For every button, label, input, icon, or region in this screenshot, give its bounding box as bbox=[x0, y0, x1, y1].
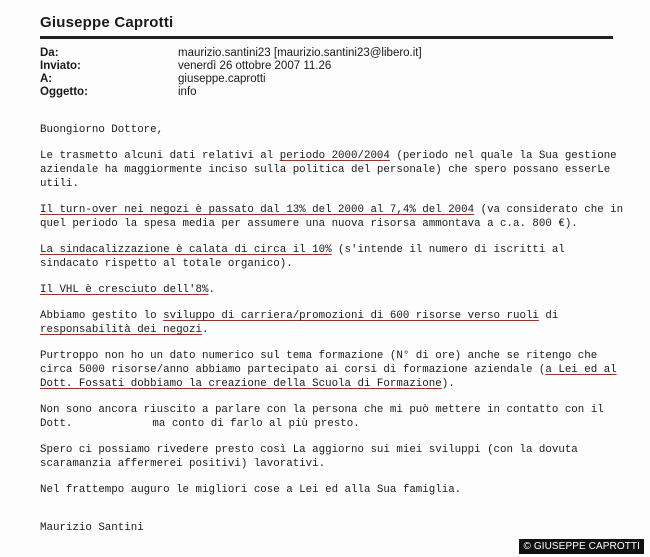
text: utili. bbox=[40, 178, 79, 190]
meta-sent bbox=[40, 60, 422, 73]
meta-subject bbox=[40, 86, 422, 99]
meta-label: Da: bbox=[40, 47, 59, 59]
meta-label: A: bbox=[40, 73, 53, 85]
paragraph-career bbox=[40, 309, 620, 337]
text: ). bbox=[441, 378, 455, 390]
meta-label: Oggetto: bbox=[40, 86, 88, 98]
text: Non sono ancora riuscito a parlare con la persona che mi può mettere in contatto con il bbox=[40, 404, 604, 416]
highlight-underline: Dott. Fossati dobbiamo la creazione della Scuola di Formazione bbox=[40, 378, 442, 390]
text: Le trasmetto alcuni dati relativi al bbox=[40, 150, 280, 162]
email-meta bbox=[40, 47, 422, 99]
highlight-underline: Il turn-over nei negozi è passato dal 13% del 2000 al 7,4% del 2004 bbox=[40, 204, 475, 216]
highlight-underline: responsabilità dei negozi bbox=[40, 324, 202, 336]
meta-value: maurizio.santini23 [maurizio.santini23@libero.it] bbox=[178, 47, 422, 59]
text: quel periodo la spesa media per assumere una nuova risorsa ammontava a c.a. 800 €). bbox=[40, 218, 578, 230]
text: Purtroppo non ho un dato numerico sul tema formazione (N° di ore) anche se ritengo che bbox=[40, 350, 598, 362]
greeting: Buongiorno Dottore, bbox=[40, 124, 164, 136]
highlight-underline: periodo 2000/2004 bbox=[279, 150, 390, 162]
highlight-underline: a Lei ed al bbox=[545, 364, 617, 376]
text: scaramanzia affermerei positivi) lavorativi. bbox=[40, 458, 326, 470]
meta-value: venerdì 26 ottobre 2007 11.26 bbox=[178, 60, 332, 72]
email-body bbox=[40, 123, 624, 535]
paragraph-contact bbox=[40, 403, 620, 431]
meta-label: Inviato: bbox=[40, 60, 81, 72]
sender-name: Giuseppe Caprotti bbox=[40, 14, 174, 31]
signature: Maurizio Santini bbox=[40, 522, 144, 534]
paragraph-period bbox=[40, 149, 620, 191]
text: aziendale ha maggiormente inciso sulla politica del personale) che spero possano esserLe bbox=[40, 164, 611, 176]
meta-value: giuseppe.caprotti bbox=[178, 73, 266, 85]
copyright-watermark: © GIUSEPPE CAPROTTI bbox=[519, 539, 644, 554]
closing: Nel frattempo auguro le migliori cose a Lei ed alla Sua famiglia. bbox=[40, 484, 462, 496]
paragraph-turnover bbox=[40, 203, 624, 231]
header-divider bbox=[40, 36, 613, 39]
meta-from bbox=[40, 47, 422, 60]
text: circa 5000 risorse/anno abbiamo partecipato ai corsi di formazione aziendale ( bbox=[40, 364, 546, 376]
text: (s'intende il numero di iscritti al bbox=[331, 244, 565, 256]
text: Abbiamo gestito lo bbox=[40, 310, 164, 322]
paragraph-training bbox=[40, 349, 620, 391]
text: Dott. bbox=[40, 418, 73, 430]
text: (periodo nel quale la Sua gestione bbox=[389, 150, 617, 162]
text: Spero ci possiamo rivedere presto così La aggiorno sui miei sviluppi (con la dovuta bbox=[40, 444, 578, 456]
highlight-underline: Il VHL è cresciuto dell'8% bbox=[40, 284, 209, 296]
text: . bbox=[208, 284, 215, 296]
text: sindacato rispetto al totale organico). bbox=[40, 258, 293, 270]
meta-to bbox=[40, 73, 422, 86]
text: . bbox=[201, 324, 209, 336]
highlight-underline: La sindacalizzazione è calata di circa il 10% bbox=[40, 244, 332, 256]
meta-value: info bbox=[178, 86, 197, 98]
paragraph-union bbox=[40, 243, 620, 271]
paragraph-vhl bbox=[40, 283, 620, 297]
text: di bbox=[538, 310, 559, 322]
text: (va considerato che in bbox=[474, 204, 624, 216]
paragraph-update bbox=[40, 443, 620, 471]
text: ma conto di farlo al più presto. bbox=[152, 418, 360, 430]
highlight-underline: sviluppo di carriera/promozioni di 600 risorse verso ruoli bbox=[163, 310, 539, 322]
